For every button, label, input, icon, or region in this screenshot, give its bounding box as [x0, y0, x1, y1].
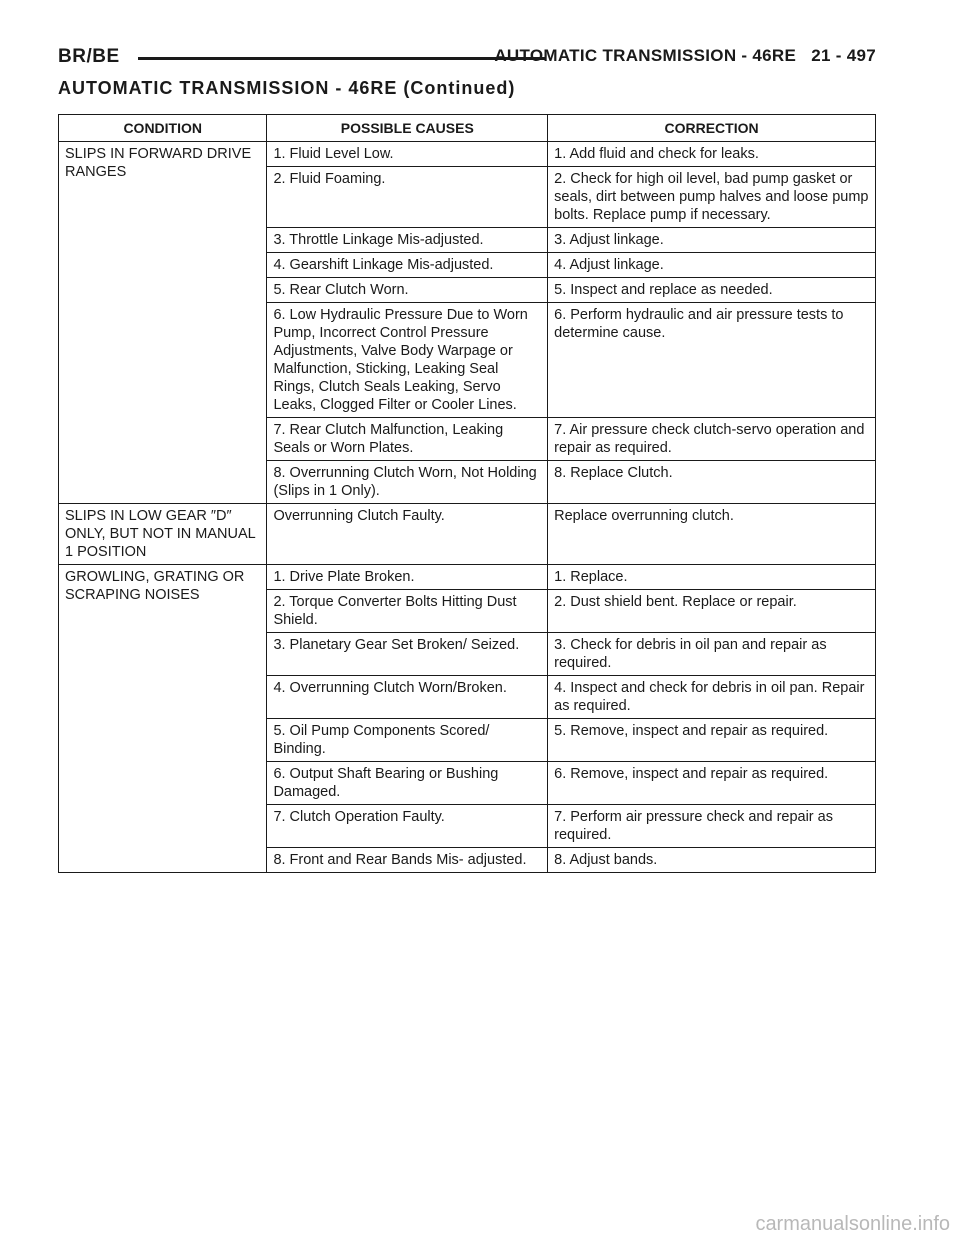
- cause-cell: 6. Output Shaft Bearing or Bushing Damaged.: [267, 762, 548, 805]
- condition-cell: SLIPS IN FORWARD DRIVE RANGES: [59, 142, 267, 504]
- correction-cell: 4. Inspect and check for debris in oil pan. Repair as required.: [548, 676, 876, 719]
- correction-cell: 6. Perform hydraulic and air pressure tests to determine cause.: [548, 303, 876, 418]
- header-model: BR/BE: [58, 46, 120, 67]
- cause-cell: 8. Front and Rear Bands Mis- adjusted.: [267, 848, 548, 873]
- cause-cell: Overrunning Clutch Faulty.: [267, 504, 548, 565]
- diagnosis-table: [58, 114, 876, 873]
- cause-cell: 2. Fluid Foaming.: [267, 167, 548, 228]
- correction-cell: Replace overrunning clutch.: [548, 504, 876, 565]
- page-header: [58, 44, 876, 72]
- correction-cell: 6. Remove, inspect and repair as required.: [548, 762, 876, 805]
- cause-cell: 5. Rear Clutch Worn.: [267, 278, 548, 303]
- table-header-row: [59, 115, 876, 142]
- cause-cell: 3. Planetary Gear Set Broken/ Seized.: [267, 633, 548, 676]
- cause-cell: 2. Torque Converter Bolts Hitting Dust Shield.: [267, 590, 548, 633]
- table-row: [59, 565, 876, 590]
- cause-cell: 7. Rear Clutch Malfunction, Leaking Seals or Worn Plates.: [267, 418, 548, 461]
- cause-cell: 4. Overrunning Clutch Worn/Broken.: [267, 676, 548, 719]
- cause-cell: 3. Throttle Linkage Mis-adjusted.: [267, 228, 548, 253]
- correction-cell: 4. Adjust linkage.: [548, 253, 876, 278]
- correction-cell: 5. Inspect and replace as needed.: [548, 278, 876, 303]
- correction-cell: 1. Replace.: [548, 565, 876, 590]
- correction-cell: 2. Dust shield bent. Replace or repair.: [548, 590, 876, 633]
- cause-cell: 6. Low Hydraulic Pressure Due to Worn Pump, Incorrect Control Pressure Adjustments, Valve Body Warpage or Malfunction, Sticking, Leaking Seal Rings, Clutch Seals Leaking, Servo Leaks, Clogged Filter or Cooler Lines.: [267, 303, 548, 418]
- cause-cell: 1. Drive Plate Broken.: [267, 565, 548, 590]
- cause-cell: 4. Gearshift Linkage Mis-adjusted.: [267, 253, 548, 278]
- cause-cell: 1. Fluid Level Low.: [267, 142, 548, 167]
- column-header-correction: CORRECTION: [548, 115, 876, 142]
- watermark: carmanualsonline.info: [755, 1213, 950, 1235]
- table-row: [59, 142, 876, 167]
- cause-cell: 7. Clutch Operation Faulty.: [267, 805, 548, 848]
- correction-cell: 3. Adjust linkage.: [548, 228, 876, 253]
- correction-cell: 1. Add fluid and check for leaks.: [548, 142, 876, 167]
- correction-cell: 8. Adjust bands.: [548, 848, 876, 873]
- cause-cell: 8. Overrunning Clutch Worn, Not Holding (Slips in 1 Only).: [267, 461, 548, 504]
- correction-cell: 8. Replace Clutch.: [548, 461, 876, 504]
- correction-cell: 3. Check for debris in oil pan and repair as required.: [548, 633, 876, 676]
- section-title: AUTOMATIC TRANSMISSION - 46RE (Continued): [58, 78, 516, 98]
- header-rule: [138, 57, 546, 60]
- correction-cell: 7. Air pressure check clutch-servo operation and repair as required.: [548, 418, 876, 461]
- condition-cell: SLIPS IN LOW GEAR ″D″ ONLY, BUT NOT IN MANUAL 1 POSITION: [59, 504, 267, 565]
- table-row: [59, 504, 876, 565]
- table-body: [59, 142, 876, 873]
- condition-cell: GROWLING, GRATING OR SCRAPING NOISES: [59, 565, 267, 873]
- header-section-page: AUTOMATIC TRANSMISSION - 46RE 21 - 497: [494, 46, 876, 65]
- column-header-condition: CONDITION: [59, 115, 267, 142]
- correction-cell: 7. Perform air pressure check and repair as required.: [548, 805, 876, 848]
- column-header-causes: POSSIBLE CAUSES: [267, 115, 548, 142]
- correction-cell: 2. Check for high oil level, bad pump gasket or seals, dirt between pump halves and loose pump bolts. Replace pump if necessary.: [548, 167, 876, 228]
- cause-cell: 5. Oil Pump Components Scored/ Binding.: [267, 719, 548, 762]
- correction-cell: 5. Remove, inspect and repair as required.: [548, 719, 876, 762]
